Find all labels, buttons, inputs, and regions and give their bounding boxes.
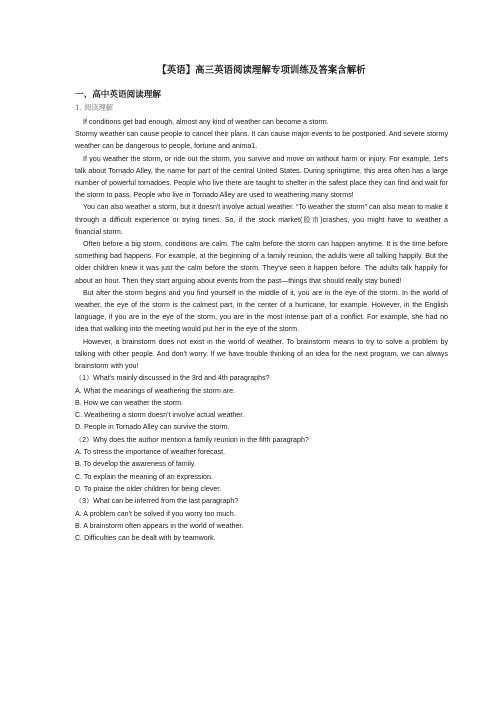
- subsection-heading: [75, 103, 448, 113]
- question: [75, 495, 448, 544]
- answer-option: A. A problem can't be solved if you worry too much.: [75, 509, 236, 518]
- passage-paragraph: Often before a big storm, conditions are calm. The calm before the storm can happen anytime. It is the time before something bad happens. For example, at the beginning of a family reunion, the adults were all talking happily. But the older children knew it was just the calm before the storm. They've seen it happen before. The adults talk happily for about an hour. Then they start arguing about events from the past—things that should really stay buried!: [75, 240, 448, 285]
- answer-option: D. People in Tornado Alley can survive the storm.: [75, 423, 230, 432]
- answer-option: B. A brainstorm often appears in the world of weather.: [75, 521, 244, 530]
- answer-option: D. To praise the older children for being clever.: [75, 484, 222, 493]
- passage-paragraph: Stormy weather can cause people to cancel their plans. It can cause major events to be postponed. And severe stormy weather can be dangerous to people, fortune and anima1.: [75, 130, 448, 151]
- section-heading: 一、高中英语阅读理解: [75, 90, 161, 100]
- document-title: 【英语】高三英语阅读理解专项训练及答案含解析: [157, 65, 366, 76]
- subsection-label: 阅读理解: [84, 103, 113, 112]
- passage: [75, 116, 448, 372]
- passage-paragraph: However, a brainstorm does not exist in the world of weather. To brainstorm means to try to solve a problem by talking with other people. And don't worry. If we have trouble thinking of an idea for the next program, we can always brainstorm with you!: [75, 337, 448, 371]
- question-list: [75, 372, 448, 544]
- answer-option: A. To stress the importance of weather forecast.: [75, 448, 226, 457]
- question-prompt: （1）What's mainly discussed in the 3rd and 4th paragraphs?: [75, 374, 270, 383]
- answer-option: B. How we can weather the storm.: [75, 398, 184, 407]
- answer-option: C. Difficulties can be dealt with by teamwork.: [75, 534, 216, 543]
- subsection-number: 1.: [75, 103, 82, 112]
- answer-option: C. To explain the meaning of an expression.: [75, 472, 213, 481]
- passage-paragraph: But after the storm begins and you find yourself in the middle of it, you are in the eye of the storm. In the world of weather, the eye of the storm is the calmest part, in the center of a hurricane, for example. However, in the English language, if you are in the eye of the storm, you are in the most intense part of a conflict. For example, she had no idea that walking into the meeting would put her in the eye of the storm.: [75, 288, 448, 334]
- answer-option: B. To develop the awareness of family.: [75, 460, 196, 469]
- passage-paragraph: If you weather the storm, or ride out the storm, you survive and move on without harm or injury. For example, 1et's talk about Tornado Alley, the name for part of the central United States. During springtime, this area often has a large number of powerful tornadoes. People who live there are taught to shelter in the safest place they can find and wait for the storm to pass. People who live in Tornado Alley are used to weathering many storms!: [75, 154, 448, 200]
- question-prompt: （3）What can be inferred from the last paragraph?: [75, 497, 239, 506]
- answer-option: C. Weathering a storm doesn't involve actual weather.: [75, 411, 245, 420]
- question: [75, 372, 448, 433]
- question: [75, 434, 448, 495]
- passage-paragraph: If conditions get bad enough, almost any kind of weather can become a storm.: [83, 118, 329, 126]
- question-prompt: （2）Why does the author mention a family reunion in the fifth paragraph?: [75, 435, 309, 444]
- answer-option: A. What the meanings of weathering the storm are.: [75, 386, 236, 395]
- passage-paragraph: You can also weather a storm, but it doesn't involve actual weather. “To weather the storm” can also mean to make it through a difficult experience or trying times. So, if the stock market(股市)crashes, you might have to weather a financial storm.: [75, 203, 448, 236]
